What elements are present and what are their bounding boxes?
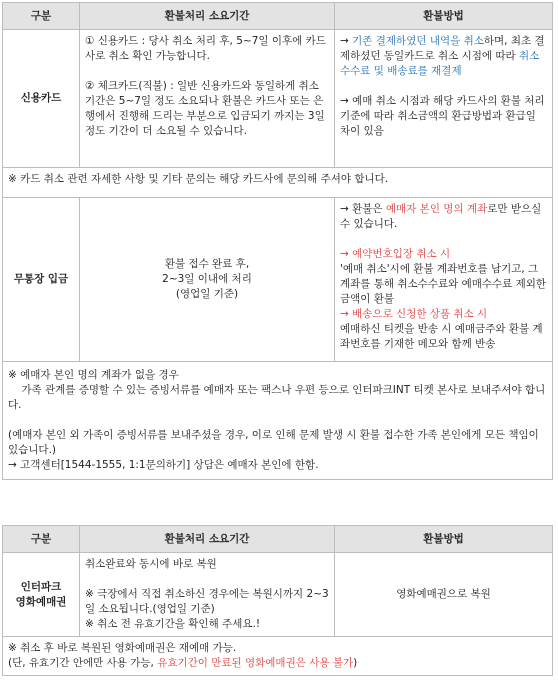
- voucher-note: [3, 637, 553, 676]
- credit-period-p1: ① 신용카드 : 당사 취소 처리 후, 5~7일 이후에 카드사로 취소 확인 가능합니다.: [85, 35, 326, 62]
- bank-method-text3: 예매하신 티켓을 반송 시 예매금주와 환불 계좌번호를 기재한 메모와 함께 반송: [340, 323, 543, 350]
- bank-note-l1: ※ 예매자 본인 명의 계좌가 없을 경우: [8, 369, 179, 381]
- bank-method-red1: 예매자 본인 명의 계좌: [385, 203, 488, 215]
- table-header-row: [3, 526, 553, 553]
- table-row-credit-card: [3, 30, 553, 168]
- row-label-l2: 영화예매권: [15, 595, 67, 608]
- voucher-period-l2: ※ 극장에서 직접 취소하신 경우에는 복원시까지 2~3일 소요됩니다.(영업일 기준): [85, 588, 329, 615]
- bank-method-text2: '예매 취소'시에 환불 계좌번호를 남기고, 그 계좌를 통해 취소수수료와 예매수수료 제외한 금액이 환불: [340, 263, 547, 305]
- voucher-note-row: [3, 637, 553, 676]
- arrow-text: →: [340, 35, 353, 47]
- bank-method-arrow1: → 환불은: [340, 203, 386, 215]
- header-method: 환불방법: [335, 526, 553, 553]
- header-period: 환불처리 소요기간: [80, 3, 335, 30]
- bank-method-p1: [340, 202, 547, 232]
- voucher-note-red: 유효기간이 만료된 영화예매권은 사용 불가: [157, 657, 354, 669]
- credit-method-p1: [340, 34, 547, 79]
- table-row-bank-transfer: [3, 198, 553, 362]
- refund-table-card-bank: [2, 2, 553, 480]
- voucher-note-l1: ※ 취소 후 바로 복원된 영화예매권은 재예매 가능.: [8, 642, 237, 654]
- table-header-row: [3, 3, 553, 30]
- voucher-period-cell: [80, 553, 335, 637]
- header-category: 구분: [3, 3, 80, 30]
- bank-note-l4: → 고객센터[1544-1555, 1:1문의하기] 상담은 예매자 본인에 한함.: [8, 459, 319, 471]
- voucher-note-l2: [8, 656, 547, 671]
- header-period: 환불처리 소요기간: [80, 526, 335, 553]
- bank-method-text1: 로만 받으실 수 있습니다.: [340, 203, 542, 230]
- bank-note-row: [3, 362, 553, 480]
- row-label-l1: 인터파크: [20, 580, 62, 593]
- row-label-credit-card: 신용카드: [3, 30, 80, 168]
- bank-period-l3: (영업일 기준): [175, 288, 239, 300]
- bank-note: [3, 362, 553, 480]
- voucher-method-cell: 영화예매권으로 복원: [335, 553, 553, 637]
- bank-method-red3: → 배송으로 신청한 상품 취소 시: [340, 308, 488, 320]
- credit-method-blue1: 기존 결제하였던 내역을 취소: [352, 35, 484, 47]
- refund-table-movie-voucher: [2, 525, 553, 676]
- voucher-period-l1: 취소완료와 동시에 바로 복원: [85, 558, 217, 570]
- credit-method-blue2: 취소수수료 및 배송료를 재결제: [340, 50, 540, 77]
- row-label-bank-transfer: 무통장 입금: [3, 198, 80, 362]
- header-category: 구분: [3, 526, 80, 553]
- credit-note-row: [3, 168, 553, 198]
- voucher-note-l2b: ): [353, 657, 358, 669]
- bank-period-cell: [80, 198, 335, 362]
- row-label-movie-voucher: [3, 553, 80, 637]
- credit-period-p2: ② 체크카드(직불) : 일반 신용카드와 동일하게 취소 기간은 5~7일 정도 소요되나 환불은 카드사 또는 은행에서 진행해 드리는 부분으로 입금되기 까지는 3일 정도 기간이 더 소요될 수 있습니다.: [85, 80, 325, 137]
- bank-period-l2: 2~3일 이내에 처리: [162, 273, 252, 285]
- credit-period-cell: [80, 30, 335, 168]
- credit-note: ※ 카드 취소 관련 자세한 사항 및 기타 문의는 해당 카드사에 문의해 주셔야 합니다.: [3, 168, 553, 198]
- voucher-note-l2a: (단, 유효기간 안에만 사용 가능,: [8, 657, 158, 669]
- credit-method-p2: → 예매 취소 시점과 해당 카드사의 환불 처리기준에 따라 취소금액의 환급방법과 환급일 차이 있음: [340, 95, 545, 137]
- voucher-period-l3: ※ 취소 전 유효기간을 확인해 주세요.!: [85, 618, 261, 630]
- credit-method-text1: 하며, 최초 결제하셨던 동일카드로 취소 시점에 따라: [340, 35, 545, 62]
- table-row-movie-voucher: [3, 553, 553, 637]
- bank-period-l1: 환불 접수 완료 후,: [164, 258, 250, 270]
- bank-method-red2: → 예약번호입장 취소 시: [340, 248, 451, 260]
- bank-note-l3: (예매자 본인 외 가족이 증빙서류를 보내주셨을 경우, 이로 인해 문제 발생 시 환불 접수한 가족 본인에게 모든 책임이 있습니다.): [8, 429, 539, 456]
- bank-method-cell: [335, 198, 553, 362]
- bank-note-l2: 가족 관계를 증명할 수 있는 증빙서류를 예매자 또는 팩스나 우편 등으로 인터파크INT 티켓 본사로 보내주셔야 합니다.: [8, 384, 546, 411]
- credit-method-cell: [335, 30, 553, 168]
- header-method: 환불방법: [335, 3, 553, 30]
